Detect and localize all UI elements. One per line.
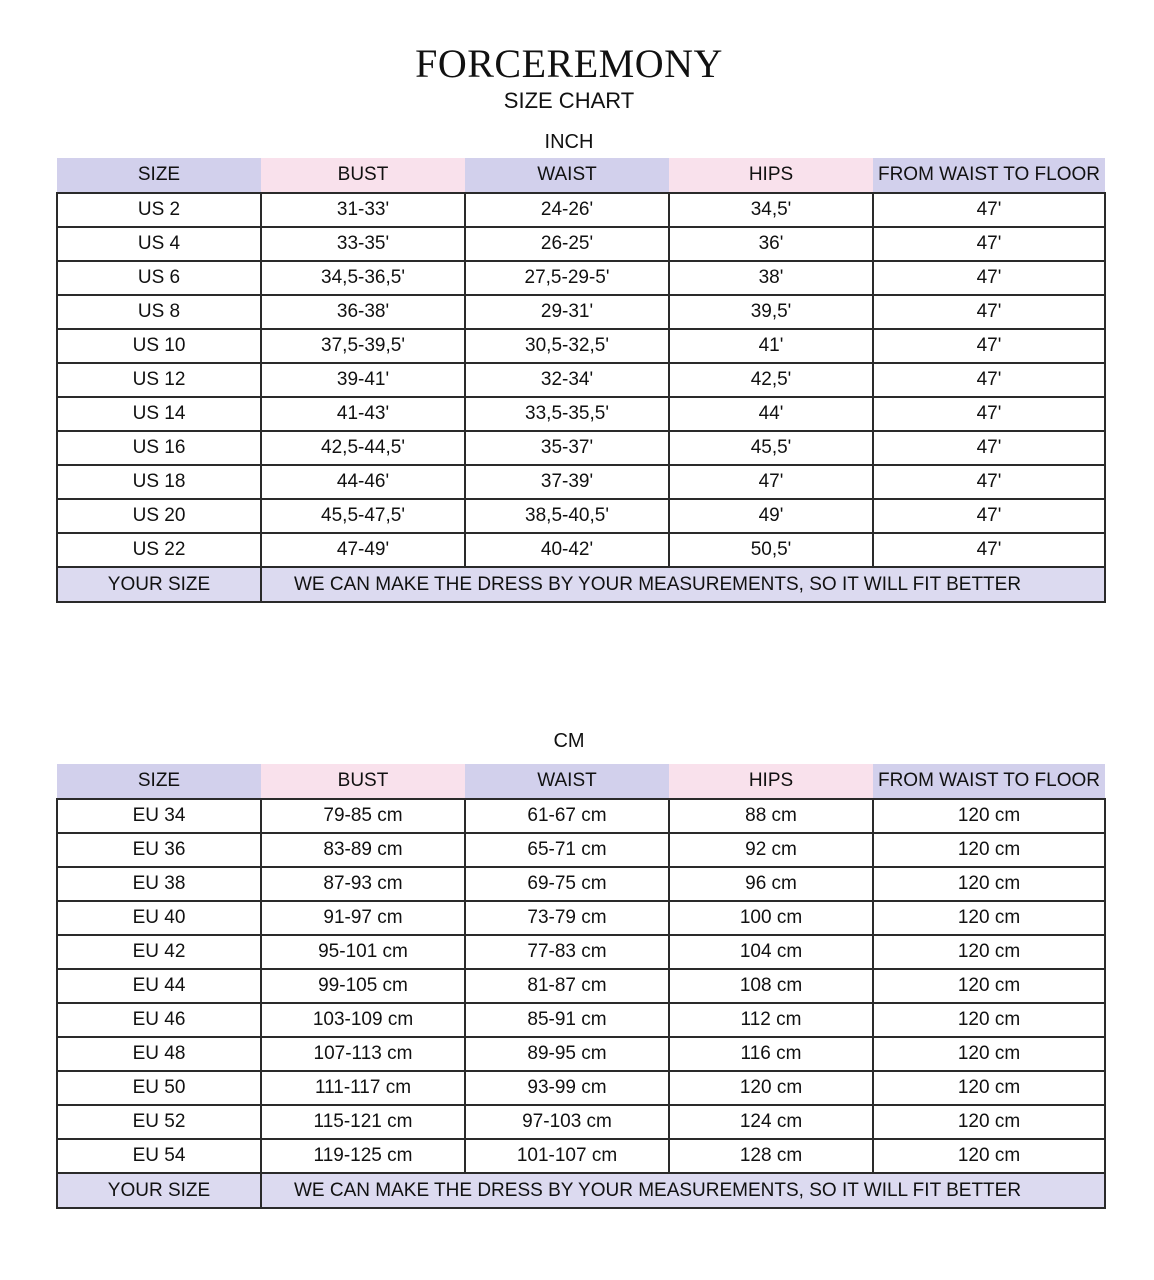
waist-to-floor-cell: 47'	[873, 397, 1105, 431]
bust-cell: 41-43'	[261, 397, 465, 431]
size-cell: US 12	[57, 363, 261, 397]
waist-cell: 77-83 cm	[465, 935, 669, 969]
table-row	[57, 295, 1105, 329]
hips-cell: 92 cm	[669, 833, 873, 867]
size-cell: EU 48	[57, 1037, 261, 1071]
table-row	[57, 499, 1105, 533]
waist-cell: 26-25'	[465, 227, 669, 261]
waist-cell: 32-34'	[465, 363, 669, 397]
hips-cell: 50,5'	[669, 533, 873, 567]
your-size-row	[57, 1173, 1105, 1208]
bust-cell: 34,5-36,5'	[261, 261, 465, 295]
table-row	[57, 1139, 1105, 1173]
your-size-label: YOUR SIZE	[57, 1173, 261, 1208]
size-cell: US 4	[57, 227, 261, 261]
brand-title: FORCEREMONY	[415, 41, 723, 86]
table-row	[57, 431, 1105, 465]
hips-cell: 49'	[669, 499, 873, 533]
table-row	[57, 1071, 1105, 1105]
your-size-row	[57, 567, 1105, 602]
header-size: SIZE	[57, 764, 261, 799]
header-size: SIZE	[57, 158, 261, 193]
page-subtitle: SIZE CHART	[503, 88, 635, 113]
your-size-note: WE CAN MAKE THE DRESS BY YOUR MEASUREMENTS, SO IT WILL FIT BETTER	[261, 567, 1105, 602]
cm-size-table	[56, 764, 1106, 1209]
size-cell: EU 38	[57, 867, 261, 901]
header-bust: BUST	[261, 158, 465, 193]
header-hips: HIPS	[669, 158, 873, 193]
size-cell: EU 46	[57, 1003, 261, 1037]
header-waist: WAIST	[465, 158, 669, 193]
bust-cell: 44-46'	[261, 465, 465, 499]
bust-cell: 36-38'	[261, 295, 465, 329]
bust-cell: 37,5-39,5'	[261, 329, 465, 363]
waist-to-floor-cell: 120 cm	[873, 969, 1105, 1003]
waist-to-floor-cell: 120 cm	[873, 833, 1105, 867]
size-cell: EU 36	[57, 833, 261, 867]
waist-cell: 40-42'	[465, 533, 669, 567]
size-cell: US 20	[57, 499, 261, 533]
hips-cell: 45,5'	[669, 431, 873, 465]
waist-to-floor-cell: 47'	[873, 431, 1105, 465]
size-cell: EU 40	[57, 901, 261, 935]
table-row	[57, 833, 1105, 867]
waist-cell: 38,5-40,5'	[465, 499, 669, 533]
bust-cell: 33-35'	[261, 227, 465, 261]
hips-cell: 108 cm	[669, 969, 873, 1003]
waist-cell: 81-87 cm	[465, 969, 669, 1003]
size-cell: US 10	[57, 329, 261, 363]
hips-cell: 44'	[669, 397, 873, 431]
hips-cell: 120 cm	[669, 1071, 873, 1105]
inch-size-table	[56, 158, 1106, 603]
header-waist: WAIST	[465, 764, 669, 799]
waist-to-floor-cell: 120 cm	[873, 935, 1105, 969]
size-cell: US 8	[57, 295, 261, 329]
inch-section-label: INCH	[544, 131, 594, 153]
bust-cell: 47-49'	[261, 533, 465, 567]
hips-cell: 38'	[669, 261, 873, 295]
table-row	[57, 935, 1105, 969]
waist-to-floor-cell: 120 cm	[873, 1105, 1105, 1139]
waist-to-floor-cell: 120 cm	[873, 1037, 1105, 1071]
waist-to-floor-cell: 47'	[873, 533, 1105, 567]
waist-cell: 37-39'	[465, 465, 669, 499]
table-row	[57, 1105, 1105, 1139]
hips-cell: 104 cm	[669, 935, 873, 969]
waist-to-floor-cell: 120 cm	[873, 867, 1105, 901]
waist-cell: 73-79 cm	[465, 901, 669, 935]
waist-to-floor-cell: 120 cm	[873, 1139, 1105, 1173]
hips-cell: 47'	[669, 465, 873, 499]
table-row	[57, 1003, 1105, 1037]
waist-cell: 33,5-35,5'	[465, 397, 669, 431]
header-hips: HIPS	[669, 764, 873, 799]
hips-cell: 96 cm	[669, 867, 873, 901]
waist-cell: 89-95 cm	[465, 1037, 669, 1071]
waist-to-floor-cell: 47'	[873, 193, 1105, 227]
bust-cell: 99-105 cm	[261, 969, 465, 1003]
table-header-row	[57, 764, 1105, 799]
waist-cell: 30,5-32,5'	[465, 329, 669, 363]
bust-cell: 115-121 cm	[261, 1105, 465, 1139]
hips-cell: 39,5'	[669, 295, 873, 329]
hips-cell: 128 cm	[669, 1139, 873, 1173]
size-cell: EU 34	[57, 799, 261, 833]
size-cell: EU 54	[57, 1139, 261, 1173]
table-row	[57, 329, 1105, 363]
waist-to-floor-cell: 47'	[873, 363, 1105, 397]
waist-cell: 61-67 cm	[465, 799, 669, 833]
waist-to-floor-cell: 47'	[873, 499, 1105, 533]
bust-cell: 95-101 cm	[261, 935, 465, 969]
table-row	[57, 227, 1105, 261]
size-cell: US 18	[57, 465, 261, 499]
table-row	[57, 193, 1105, 227]
bust-cell: 83-89 cm	[261, 833, 465, 867]
table-row	[57, 867, 1105, 901]
bust-cell: 111-117 cm	[261, 1071, 465, 1105]
bust-cell: 119-125 cm	[261, 1139, 465, 1173]
size-cell: EU 50	[57, 1071, 261, 1105]
bust-cell: 91-97 cm	[261, 901, 465, 935]
hips-cell: 42,5'	[669, 363, 873, 397]
cm-section-label: CM	[553, 730, 585, 752]
hips-cell: 112 cm	[669, 1003, 873, 1037]
waist-cell: 24-26'	[465, 193, 669, 227]
header-bust: BUST	[261, 764, 465, 799]
waist-to-floor-cell: 47'	[873, 261, 1105, 295]
table-row	[57, 969, 1105, 1003]
size-cell: US 6	[57, 261, 261, 295]
bust-cell: 103-109 cm	[261, 1003, 465, 1037]
waist-cell: 35-37'	[465, 431, 669, 465]
table-row	[57, 261, 1105, 295]
size-cell: EU 44	[57, 969, 261, 1003]
hips-cell: 100 cm	[669, 901, 873, 935]
table-row	[57, 1037, 1105, 1071]
waist-to-floor-cell: 120 cm	[873, 1003, 1105, 1037]
waist-cell: 97-103 cm	[465, 1105, 669, 1139]
waist-to-floor-cell: 120 cm	[873, 799, 1105, 833]
size-cell: EU 42	[57, 935, 261, 969]
header-waist-to-floor: FROM WAIST TO FLOOR	[873, 764, 1105, 799]
header-waist-to-floor: FROM WAIST TO FLOOR	[873, 158, 1105, 193]
waist-to-floor-cell: 47'	[873, 227, 1105, 261]
your-size-note: WE CAN MAKE THE DRESS BY YOUR MEASUREMENTS, SO IT WILL FIT BETTER	[261, 1173, 1105, 1208]
size-cell: US 22	[57, 533, 261, 567]
table-row	[57, 397, 1105, 431]
bust-cell: 79-85 cm	[261, 799, 465, 833]
waist-to-floor-cell: 47'	[873, 329, 1105, 363]
waist-cell: 101-107 cm	[465, 1139, 669, 1173]
hips-cell: 34,5'	[669, 193, 873, 227]
bust-cell: 107-113 cm	[261, 1037, 465, 1071]
your-size-label: YOUR SIZE	[57, 567, 261, 602]
waist-cell: 65-71 cm	[465, 833, 669, 867]
table-row	[57, 363, 1105, 397]
bust-cell: 87-93 cm	[261, 867, 465, 901]
table-row	[57, 799, 1105, 833]
size-cell: EU 52	[57, 1105, 261, 1139]
bust-cell: 45,5-47,5'	[261, 499, 465, 533]
size-cell: US 2	[57, 193, 261, 227]
hips-cell: 88 cm	[669, 799, 873, 833]
waist-cell: 93-99 cm	[465, 1071, 669, 1105]
waist-to-floor-cell: 120 cm	[873, 901, 1105, 935]
hips-cell: 124 cm	[669, 1105, 873, 1139]
bust-cell: 31-33'	[261, 193, 465, 227]
size-cell: US 16	[57, 431, 261, 465]
waist-to-floor-cell: 47'	[873, 465, 1105, 499]
table-row	[57, 901, 1105, 935]
waist-cell: 85-91 cm	[465, 1003, 669, 1037]
bust-cell: 39-41'	[261, 363, 465, 397]
waist-cell: 27,5-29-5'	[465, 261, 669, 295]
table-header-row	[57, 158, 1105, 193]
size-cell: US 14	[57, 397, 261, 431]
waist-to-floor-cell: 120 cm	[873, 1071, 1105, 1105]
bust-cell: 42,5-44,5'	[261, 431, 465, 465]
table-row	[57, 465, 1105, 499]
waist-cell: 69-75 cm	[465, 867, 669, 901]
hips-cell: 41'	[669, 329, 873, 363]
hips-cell: 36'	[669, 227, 873, 261]
hips-cell: 116 cm	[669, 1037, 873, 1071]
table-row	[57, 533, 1105, 567]
waist-to-floor-cell: 47'	[873, 295, 1105, 329]
waist-cell: 29-31'	[465, 295, 669, 329]
